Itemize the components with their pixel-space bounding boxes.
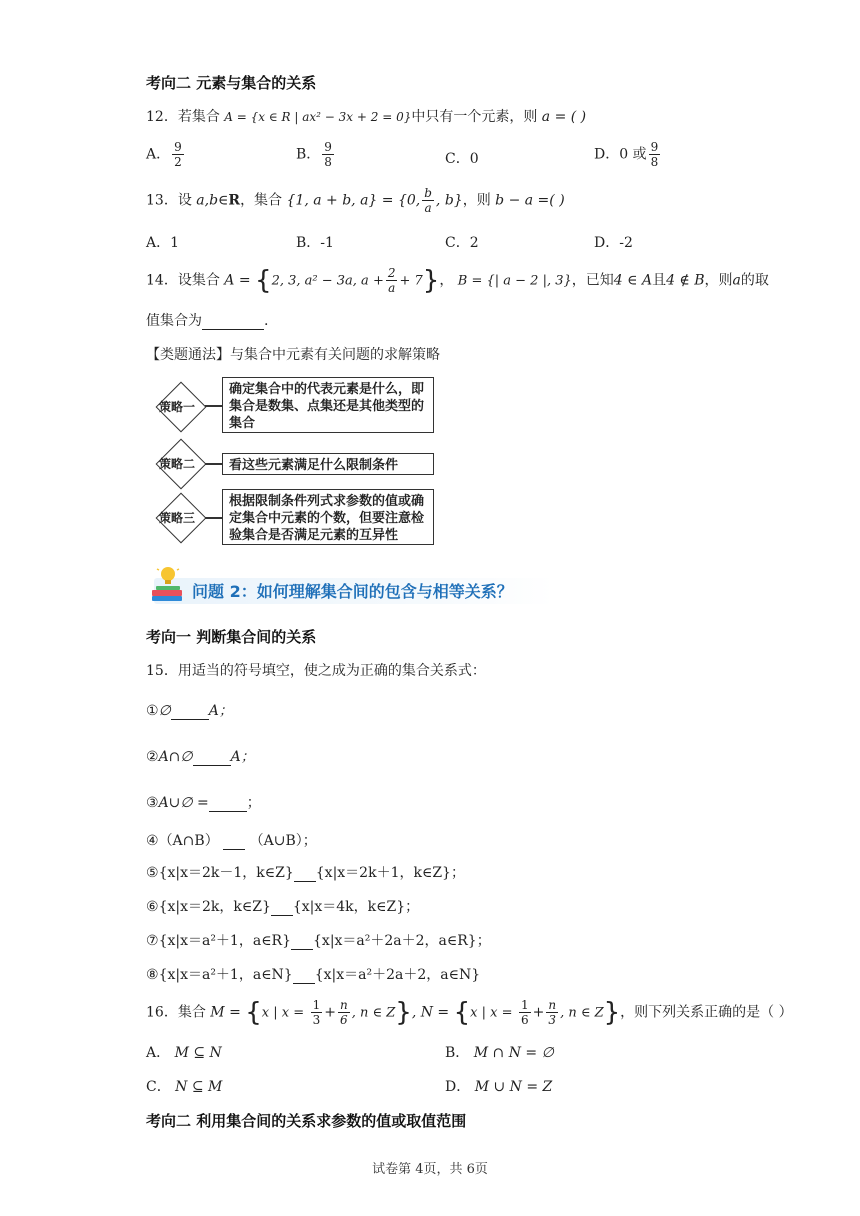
option-text: M ⊆ N: [174, 1045, 222, 1061]
q13-mid: ，集合: [240, 192, 283, 209]
item-marker: ⑥: [146, 899, 159, 915]
connector: [205, 517, 223, 519]
option-label: C．: [146, 1079, 171, 1095]
q12-option-a: [146, 140, 186, 169]
option-text: 2: [469, 235, 479, 251]
item-marker: ⑧: [146, 967, 159, 983]
frac-den: 6: [340, 1013, 348, 1027]
q15-item-2: [146, 746, 255, 766]
option-text: 1: [170, 235, 180, 251]
frac-num: 9: [650, 140, 659, 154]
q14-number: 14．: [146, 272, 178, 289]
strategy-label-1: 策略一: [159, 400, 196, 414]
q13-post: ，则: [462, 192, 491, 209]
frac-num: b: [424, 186, 432, 200]
q14-ask-pre: ，则: [704, 272, 733, 289]
plus: +: [324, 1004, 336, 1021]
q12-ask: a = ( ): [541, 109, 587, 125]
question-14: 14．设集合 A = {2, 3, a² − 3a, a + $\frac{2}{a}$ + 7}， B = {| a − 2 |, 3}，已知4 ∈ A且4 ∉ B，则a的取: [146, 265, 769, 296]
frac-num: 9: [324, 140, 332, 154]
q14-setA-pre: A =: [224, 272, 251, 289]
q14-setB: B = {| a − 2 |, 3}: [457, 273, 572, 289]
item-marker: ⑤: [146, 865, 159, 881]
q15-item-8: [146, 964, 480, 984]
item-right: （A∪B）；: [249, 833, 317, 849]
plus: +: [532, 1004, 545, 1021]
item-right: A；: [230, 749, 255, 765]
answer-blank[interactable]: [223, 835, 245, 850]
page-footer: 试卷第 4页，共 6页: [372, 1162, 488, 1177]
answer-blank[interactable]: [293, 969, 315, 984]
option-label: B．: [296, 235, 321, 251]
question-12: [146, 106, 586, 126]
frac-num: 1: [312, 998, 321, 1012]
strategy-label-2: 策略二: [159, 457, 196, 471]
question-15-stem: 15．用适当的符号填空，使之成为正确的集合关系式：: [146, 663, 486, 679]
q14-ask-post: 的取: [740, 272, 769, 289]
q12-option-d: [594, 140, 662, 169]
q13-ask: b − a =( ): [495, 192, 565, 209]
q16-M: M =: [210, 1004, 241, 1021]
item-left: {x|x＝2k－1，k∈Z}: [158, 865, 294, 881]
item-marker: ③: [146, 795, 159, 811]
frac-num: n: [548, 998, 557, 1012]
item-marker: ⑦: [146, 933, 159, 949]
answer-blank[interactable]: [291, 935, 313, 950]
q16-N-body: x | x =: [470, 1005, 513, 1021]
option-text: N ⊆ M: [175, 1079, 223, 1095]
option-label: A．: [146, 146, 171, 163]
q12-set-expression: A = {x ∈ R | ax² − 3x + 2 = 0}: [224, 110, 412, 124]
answer-blank[interactable]: [171, 705, 209, 720]
option-label: D．: [594, 235, 620, 251]
answer-blank[interactable]: [193, 751, 231, 766]
strategy-box-2: 看这些元素满足什么限制条件: [222, 453, 434, 475]
frac-den: 2: [174, 155, 182, 169]
item-left: A∩∅: [158, 749, 193, 765]
item-marker: ④: [146, 833, 159, 849]
item-left: {x|x＝a²＋1，a∈N}: [158, 967, 293, 983]
q12-option-b: [296, 140, 336, 169]
q16-option-d: [445, 1076, 552, 1096]
q13-option-b: [296, 232, 334, 252]
frac-den: 3: [312, 1013, 321, 1027]
q16-N: , N =: [411, 1004, 450, 1021]
q15-item-5: [146, 862, 465, 882]
answer-blank[interactable]: [202, 315, 264, 330]
strategy-box-3: 根据限制条件列式求参数的值或确定集合中元素的个数，但要注意检验集合是否满足元素的互异性: [222, 489, 434, 545]
strategy-box-1: 确定集合中的代表元素是什么，即集合是数集、点集还是其他类型的集合: [222, 377, 434, 433]
q16-option-b: [445, 1042, 554, 1062]
question-2-banner: [146, 574, 556, 606]
q14-setA-tail: + 7: [399, 273, 423, 289]
item-left: {x|x＝a²＋1，a∈R}: [158, 933, 292, 949]
q16-number: 16．: [146, 1004, 178, 1021]
q13-vars: a,b: [196, 192, 219, 209]
option-text: 0: [469, 151, 479, 167]
frac-den: 8: [324, 155, 332, 169]
q12-option-c: [445, 148, 479, 168]
q14-cond1: 4 ∈ A: [613, 272, 653, 289]
q15-item-3: [146, 792, 261, 812]
q14-cond2: 4 ∉ B: [666, 272, 705, 289]
right-brace: }: [422, 265, 440, 296]
q13-pre: 设: [177, 192, 192, 209]
frac-den: 6: [520, 1013, 529, 1027]
item-right: A；: [208, 703, 233, 719]
option-text: -1: [320, 235, 334, 251]
q14-pre: 设集合: [177, 272, 220, 289]
connector: [205, 463, 223, 465]
right-brace: }: [603, 997, 621, 1028]
section-heading-elements: 考向二 元素与集合的关系: [146, 74, 317, 92]
item-left: （A∩B）: [158, 833, 219, 849]
q16-M-body: x | x =: [261, 1005, 305, 1021]
tips-title: 【类题通法】与集合中元素有关问题的求解策略: [146, 347, 440, 363]
option-text: M ∪ N = Z: [474, 1079, 553, 1095]
left-brace: {: [453, 997, 471, 1028]
item-right: ；: [246, 795, 261, 811]
option-label: C．: [445, 151, 470, 167]
answer-blank[interactable]: [294, 867, 316, 882]
q15-item-4: [146, 830, 317, 850]
right-brace: }: [395, 997, 412, 1028]
q12-number: 12．: [146, 109, 178, 125]
option-text: 0 或: [619, 146, 647, 163]
q16-M-tail: , n ∈ Z: [351, 1005, 396, 1021]
frac-den: 3: [548, 1013, 557, 1027]
option-label: C．: [445, 235, 470, 251]
q13-reals: R: [228, 192, 241, 209]
frac-num: 9: [174, 140, 182, 154]
q16-post: ，则下列关系正确的是（ ）: [620, 1004, 793, 1021]
left-brace: {: [255, 265, 272, 296]
option-text: M ∩ N = ∅: [473, 1045, 554, 1061]
q14-setA-body: 2, 3, a² − 3a, a +: [271, 273, 384, 289]
q12-pre: 若集合: [177, 109, 220, 125]
section-heading-parameters: 考向二 利用集合间的关系求参数的值或取值范围: [146, 1112, 467, 1130]
connector: [205, 405, 223, 407]
question-13: [146, 186, 565, 215]
q15-item-7: [146, 930, 491, 950]
item-left: ∅: [158, 703, 171, 719]
option-label: A．: [146, 235, 171, 251]
frac-den: a: [388, 281, 396, 295]
q13-option-d: [594, 232, 633, 252]
q16-pre: 集合: [177, 1004, 206, 1021]
q13-option-a: [146, 232, 179, 252]
item-right: {x|x＝a²＋2a＋2，a∈N}: [314, 967, 481, 983]
option-label: D．: [594, 146, 620, 163]
q14-and: 且: [652, 272, 667, 289]
q14-line2-text: 值集合为: [146, 313, 202, 329]
option-text: -2: [619, 235, 633, 251]
q14-line2: [146, 310, 268, 330]
item-right: {x|x＝a²＋2a＋2，a∈R}；: [313, 933, 491, 949]
answer-blank[interactable]: [271, 901, 293, 916]
item-left: A∪∅ =: [158, 795, 209, 811]
frac-num: n: [339, 998, 348, 1012]
frac-num: 2: [387, 266, 396, 280]
left-brace: {: [245, 997, 262, 1028]
q14-mid: ，已知: [571, 272, 614, 289]
q13-set2: , b}: [435, 192, 463, 209]
frac-num: 1: [520, 998, 529, 1012]
q14-ask-var: a: [732, 272, 741, 289]
q13-in: ∈: [218, 192, 229, 209]
option-label: B．: [445, 1045, 470, 1061]
q16-option-a: [146, 1042, 222, 1062]
item-marker: ①: [146, 703, 159, 719]
q13-option-c: [445, 232, 479, 252]
item-marker: ②: [146, 749, 159, 765]
q15-item-1: [146, 700, 233, 720]
q16-N-tail: , n ∈ Z: [560, 1005, 604, 1021]
section-heading-subset: 考向一 判断集合间的关系: [146, 628, 317, 646]
q13-set1: {1, a + b, a} = {0,: [286, 192, 421, 209]
frac-den: a: [424, 201, 432, 215]
option-label: A．: [146, 1045, 171, 1061]
item-right: {x|x＝4k，k∈Z}；: [292, 899, 420, 915]
option-label: B．: [296, 146, 321, 163]
question-16: [146, 998, 793, 1027]
option-label: D．: [445, 1079, 471, 1095]
q15-item-6: [146, 896, 419, 916]
q13-number: 13．: [146, 192, 178, 209]
answer-blank[interactable]: [209, 797, 247, 812]
strategy-label-3: 策略三: [159, 511, 196, 525]
q14-line2-end: .: [264, 313, 269, 329]
lightbulb-book-icon: [146, 564, 190, 604]
item-left: {x|x＝2k，k∈Z}: [158, 899, 271, 915]
banner-text: 问题 2：如何理解集合间的包含与相等关系？: [192, 582, 513, 601]
item-right: {x|x＝2k＋1，k∈Z}；: [315, 865, 465, 881]
q16-option-c: [146, 1076, 222, 1096]
frac-den: 8: [650, 155, 659, 169]
q12-post: 中只有一个元素，则: [411, 109, 538, 125]
